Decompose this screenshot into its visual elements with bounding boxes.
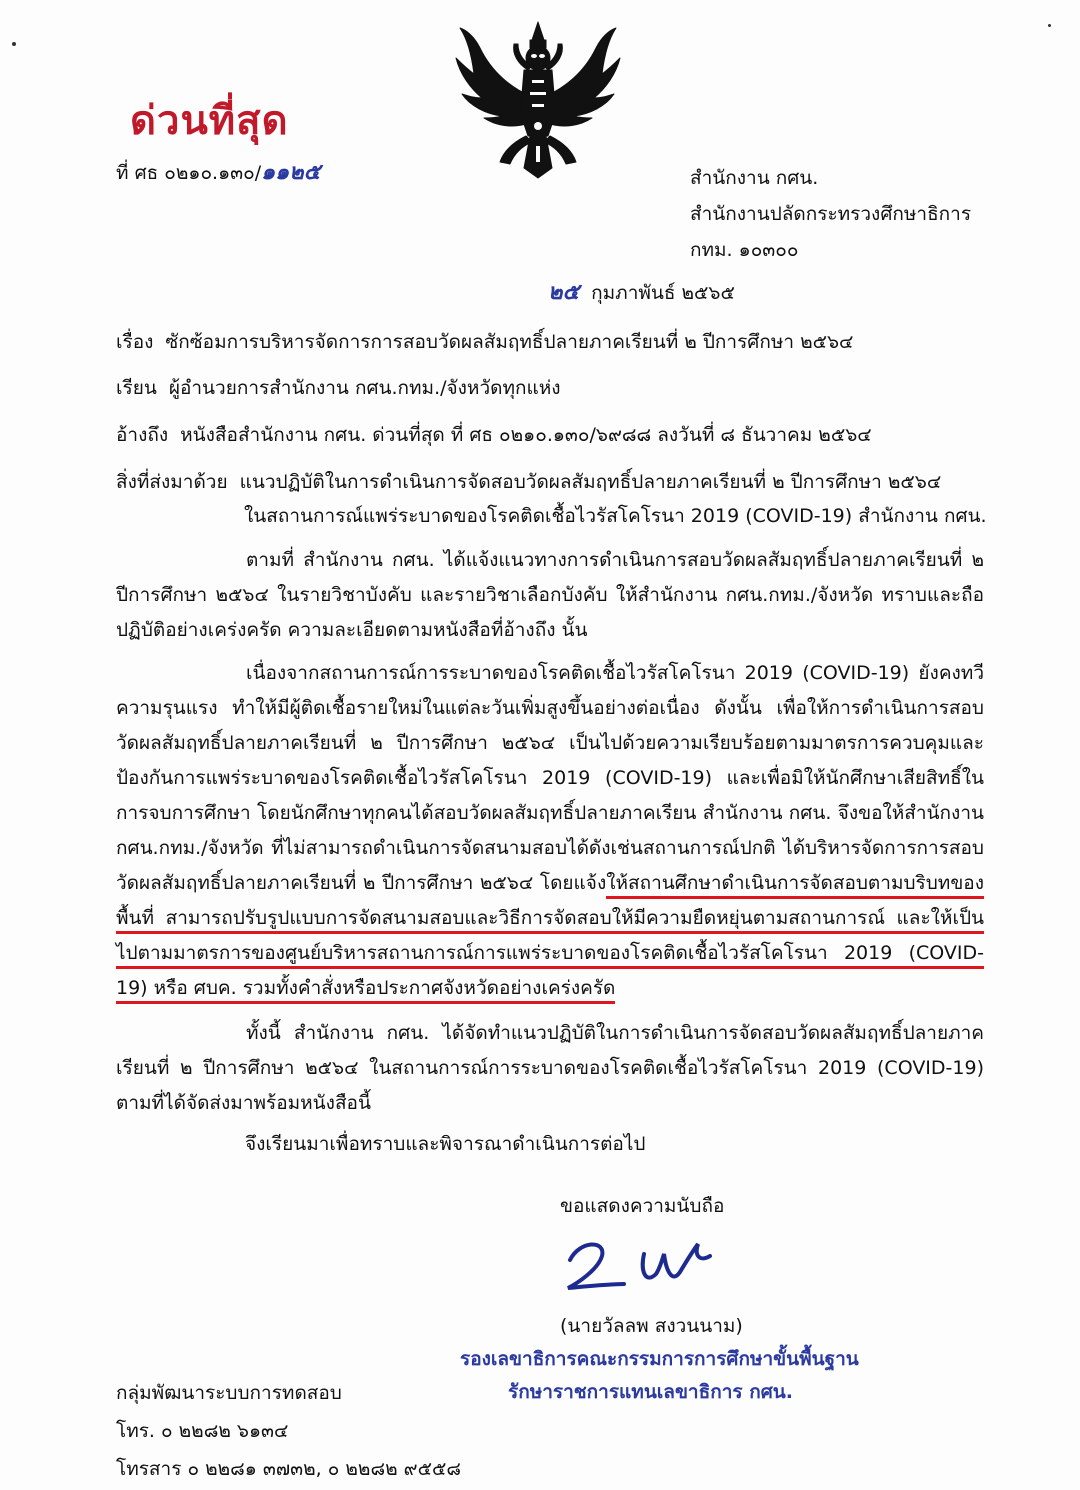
office-line: กทม. ๑๐๓๐๐ (690, 239, 799, 261)
date-month-year: กุมภาพันธ์ ๒๕๖๕ (591, 282, 735, 304)
scan-speck (1048, 24, 1051, 27)
paragraph-2-text: เนื่องจากสถานการณ์การระบาดของโรคติดเชื้อไวรัสโคโรนา 2019 (COVID-19) ยังคงทวีความรุนแรง ทำให้มีผู้ติดเชื้อรายใหม่ในแต่ละวันเพิ่มสูงขึ้นอย่างต่อเนื่อง ดังนั้น เพื่อให้การดำเนินการสอบวัดผลสัมฤทธิ์ปลายภาคเรียนที่ ๒ ปีการศึกษา ๒๕๖๔ เป็นไปด้วยความเรียบร้อยตามมาตรการควบคุมและป้องกันการแพร่ระบาดของโรคติดเชื้อไวรัสโคโรนา 2019 (COVID-19) และเพื่อมิให้นักศึกษาเสียสิทธิ์ในการจบการศึกษา โดยนักศึกษาทุกคนได้สอบวัดผลสัมฤทธิ์ปลายภาคเรียน สำนักงาน กศน. จึงขอให้สำนักงาน กศน.กทม./จังหวัด ที่ไม่สามารถดำเนินการจัดสนามสอบได้ดังเช่นสถานการณ์ปกติ ได้บริหารจัดการการสอบวัดผลสัมฤทธิ์ปลายภาคเรียนที่ ๒ ปีการศึกษา ๒๕๖๔ โดยแจ้ง (116, 662, 984, 894)
signatory-name: (นายวัลลพ สงวนนาม) (560, 1315, 743, 1337)
urgency-stamp: ด่วนที่สุด (130, 97, 289, 144)
document-number-prefix: ที่ ศธ ๐๒๑๐.๑๓๐/ (116, 162, 262, 184)
enclosure-line-2: ในสถานการณ์แพร่ระบาดของโรคติดเชื้อไวรัสโคโรนา 2019 (COVID-19) สำนักงาน กศน. (244, 505, 987, 527)
office-address (690, 160, 971, 268)
body-paragraph-1: ตามที่ สำนักงาน กศน. ได้แจ้งแนวทางการดำเนินการสอบวัดผลสัมฤทธิ์ปลายภาคเรียนที่ ๒ ปีการศึกษา ๒๕๖๔ ในรายวิชาบังคับ และรายวิชาเลือกบังคับ ให้สำนักงาน กศน.กทม./จังหวัด ทราบและถือปฏิบัติอย่างเคร่งครัด ความละเอียดตามหนังสือที่อ้างถึง นั้น (116, 549, 984, 641)
reference-text: หนังสือสำนักงาน กศน. ด่วนที่สุด ที่ ศธ ๐๒๑๐.๑๓๐/๖๙๘๘ ลงวันที่ ๘ ธันวาคม ๒๕๖๔ (180, 424, 872, 446)
signatory-title-2: รักษาราชการแทนเลขาธิการ กศน. (508, 1381, 793, 1403)
document-date (548, 280, 735, 306)
unit-name: กลุ่มพัฒนาระบบการทดสอบ (116, 1382, 342, 1404)
document-number-handwritten: ๑๑๒๕ (261, 160, 321, 185)
recipient-label: เรียน (116, 377, 157, 399)
office-line: สำนักงานปลัดกระทรวงศึกษาธิการ (690, 203, 972, 225)
enclosure-row (116, 469, 996, 529)
enclosure-label: สิ่งที่ส่งมาด้วย (116, 471, 228, 493)
contact-footer (116, 1374, 461, 1488)
body-paragraph-3: ทั้งนี้ สำนักงาน กศน. ได้จัดทำแนวปฏิบัติในการดำเนินการจัดสอบวัดผลสัมฤทธิ์ปลายภาคเรียนที่ ๒ ปีการศึกษา ๒๕๖๔ ในสถานการณ์การระบาดของโรคติดเชื้อไวรัสโคโรนา 2019 (COVID-19) ตามที่ได้จัดส่งมาพร้อมหนังสือนี้ (116, 1022, 984, 1114)
subject-row (116, 329, 853, 355)
scan-speck (12, 42, 16, 46)
handwritten-signature (560, 1226, 720, 1306)
subject-text: ซักซ้อมการบริหารจัดการการสอบวัดผลสัมฤทธิ์ปลายภาคเรียนที่ ๒ ปีการศึกษา ๒๕๖๔ (165, 331, 854, 353)
phone-number: โทร. ๐ ๒๒๘๒ ๖๑๓๔ (116, 1420, 289, 1442)
signatory-title-1: รองเลขาธิการคณะกรรมการการศึกษาขั้นพื้นฐาน (460, 1348, 859, 1370)
paragraph-2-underlined-text: ให้สถานศึกษาดำเนินการจัดสอบตามบริบทของพื้นที่ สามารถปรับรูปแบบการจัดสนามสอบและวิธีการจัดสอบให้มีความยืดหยุ่นตามสถานการณ์ และให้เป็นไปตามมาตรการของศูนย์บริหารสถานการณ์การแพร่ระบาดของโรคติดเชื้อไวรัสโคโรนา 2019 (COVID-19) หรือ ศบค. รวมทั้งคำสั่งหรือประกาศจังหวัดอย่างเคร่งครัด (116, 872, 984, 1004)
date-day-handwritten: ๒๕ (548, 280, 580, 305)
closing-line: จึงเรียนมาเพื่อทราบและพิจารณาดำเนินการต่อไป (245, 1133, 646, 1155)
recipient-row (116, 375, 561, 401)
document-number (116, 160, 320, 186)
office-line: สำนักงาน กศน. (690, 167, 819, 189)
garuda-emblem-icon (452, 18, 624, 180)
body-paragraph-2 (116, 656, 984, 1006)
fax-number: โทรสาร ๐ ๒๒๘๑ ๓๗๓๒, ๐ ๒๒๘๒ ๙๕๕๘ (116, 1458, 461, 1480)
reference-row (116, 422, 872, 448)
enclosure-line-1: แนวปฏิบัติในการดำเนินการจัดสอบวัดผลสัมฤทธิ์ปลายภาคเรียนที่ ๒ ปีการศึกษา ๒๕๖๔ (239, 471, 942, 493)
regards-text: ขอแสดงความนับถือ (560, 1195, 725, 1217)
subject-label: เรื่อง (116, 331, 154, 353)
reference-label: อ้างถึง (116, 424, 169, 446)
recipient-text: ผู้อำนวยการสำนักงาน กศน.กทม./จังหวัดทุกแห่ง (168, 377, 561, 399)
